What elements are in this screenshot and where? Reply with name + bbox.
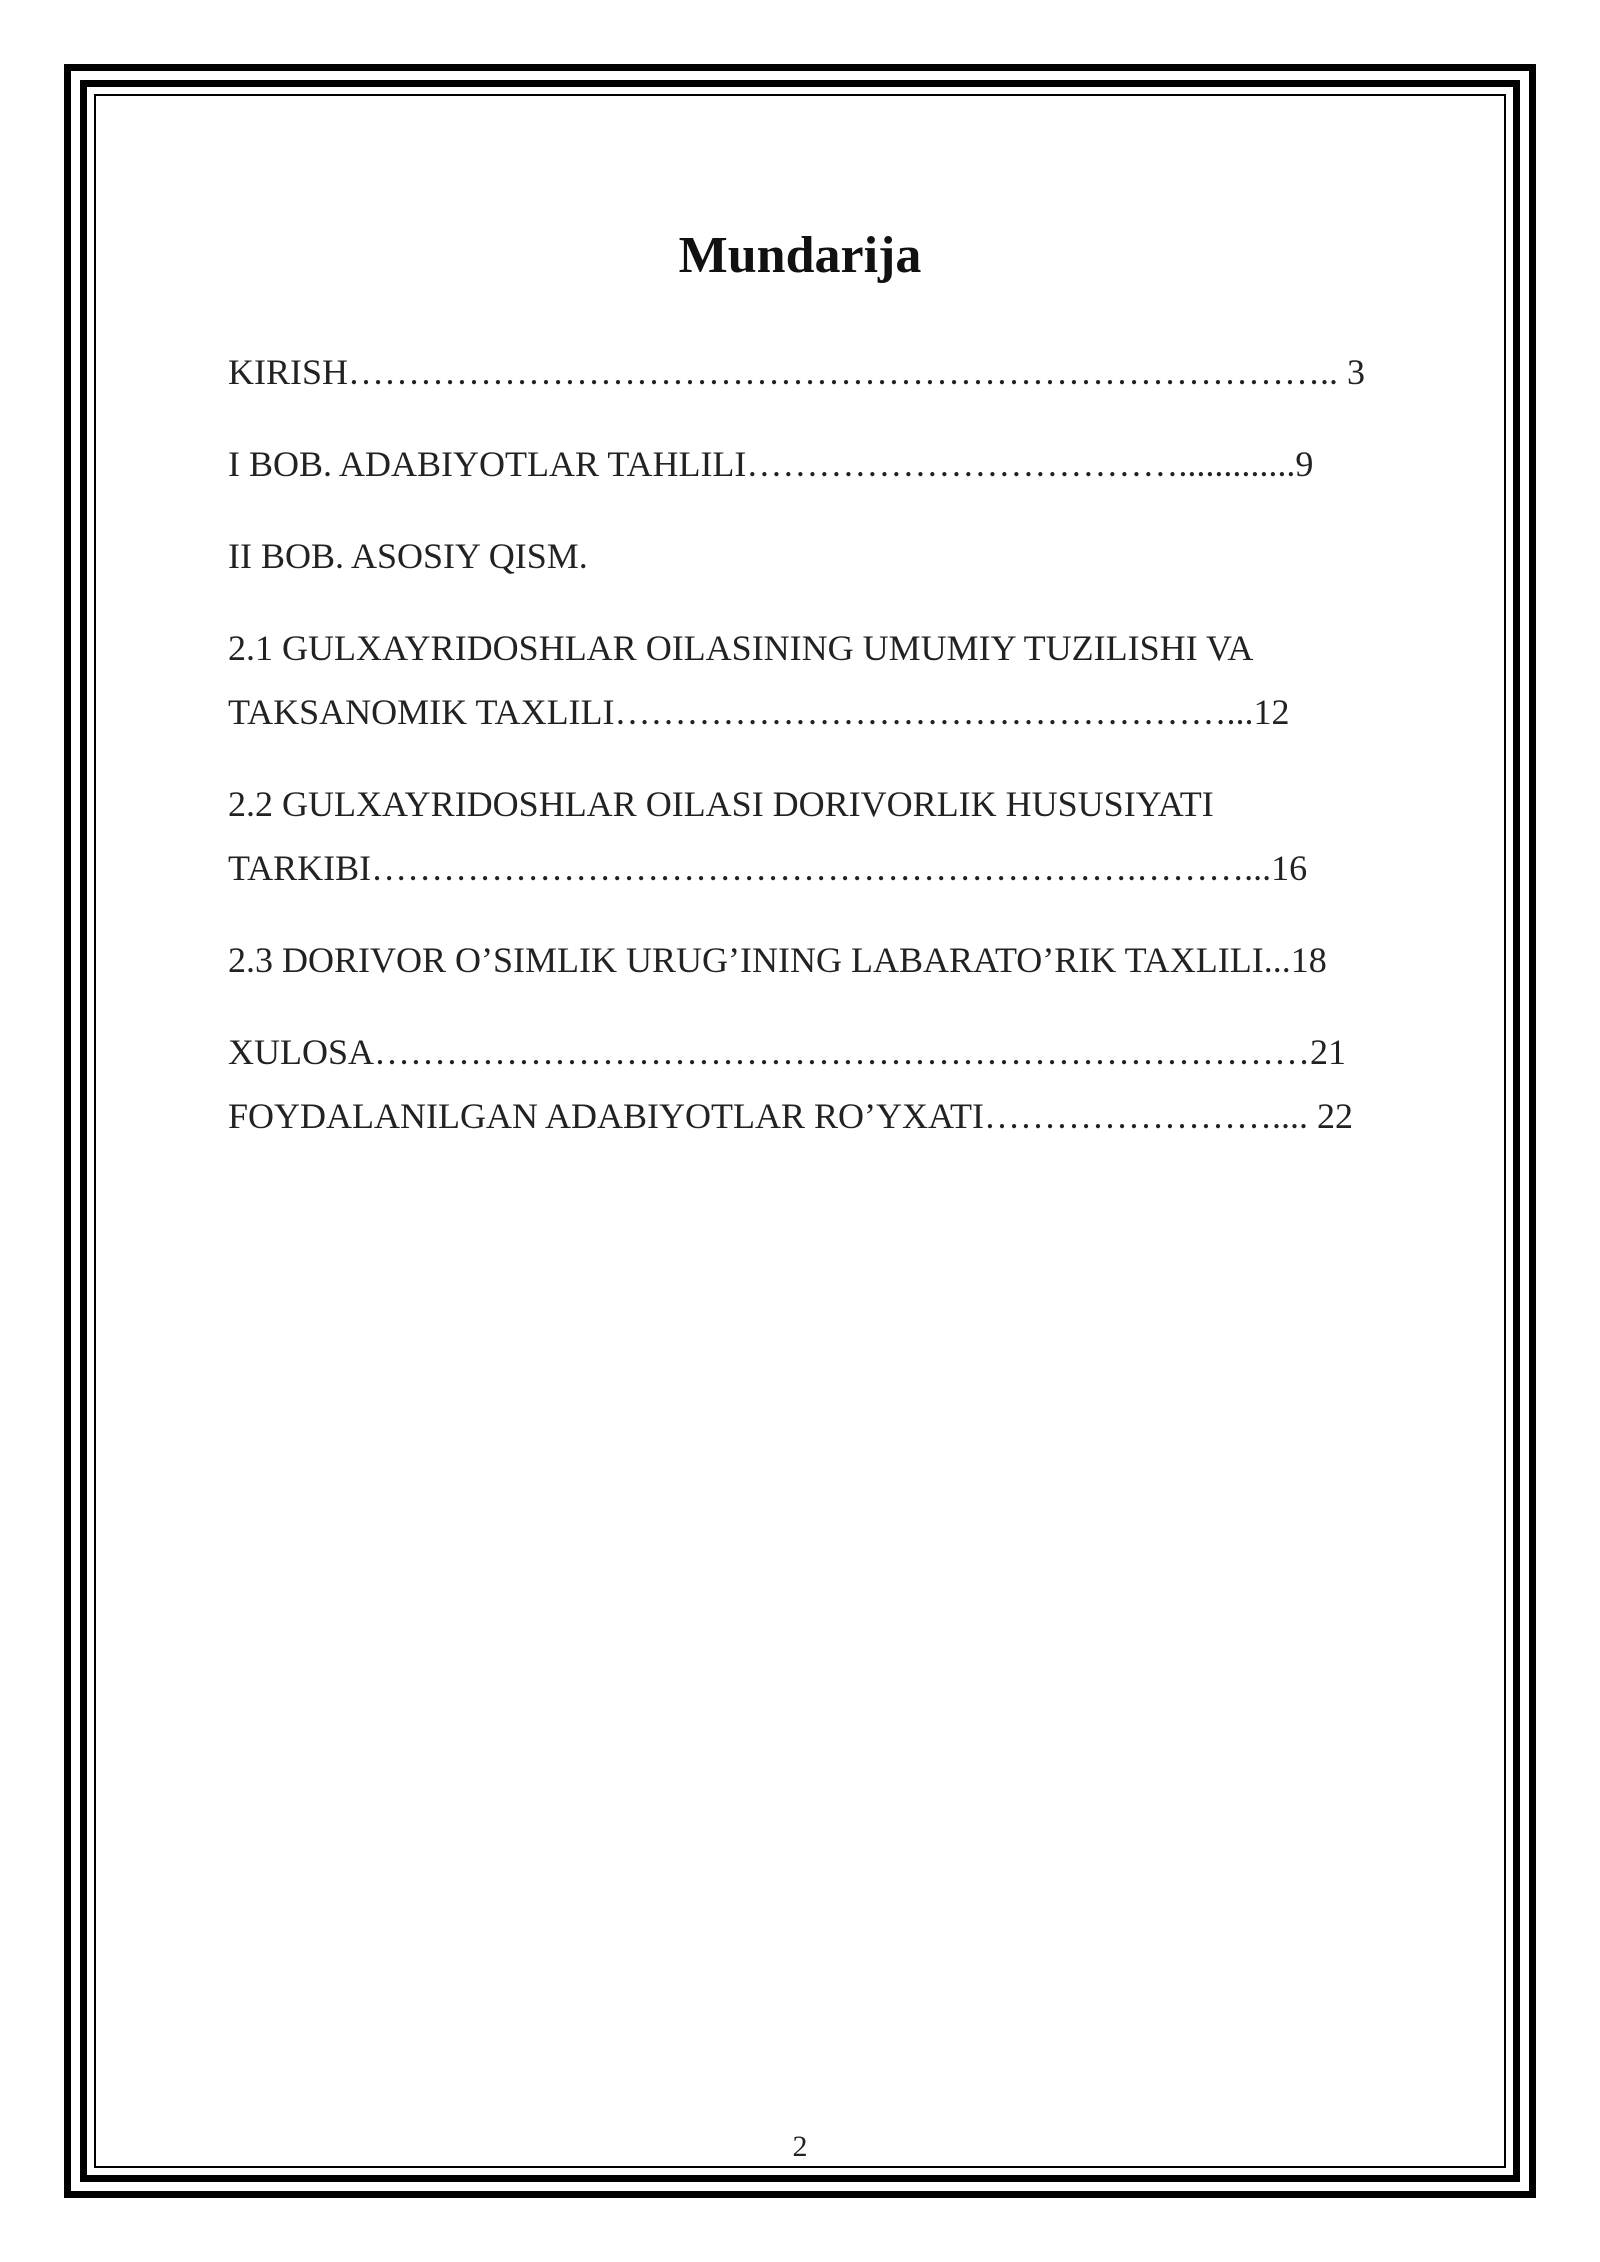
page-title: Mundarija — [678, 227, 922, 284]
toc-entry-section-2-1-line-2: TAKSANOMIK TAXLILI……………………………………………...12 — [228, 692, 1290, 732]
toc-entry-chapter-2: II BOB. ASOSIY QISM. — [228, 536, 588, 576]
toc-entry-section-2-1-line-1: 2.1 GULXAYRIDOSHLAR OILASINING UMUMIY TUZILISHI VA — [228, 628, 1254, 668]
toc-entry-section-2-2-line-2: TARKIBI……………………………………………………….………...16 — [228, 848, 1308, 888]
page-number: 2 — [792, 2130, 808, 2163]
toc-entry-kirish: KIRISH……………………………………………………………………….. 3 — [228, 352, 1366, 392]
toc-entry-xulosa: XULOSA……………………………………………………………………21 — [228, 1032, 1347, 1072]
toc-entry-section-2-2-line-1: 2.2 GULXAYRIDOSHLAR OILASI DORIVORLIK HUSUSIYATI — [228, 784, 1214, 824]
toc-entry-references: FOYDALANILGAN ADABIYOTLAR RO’YXATI…………………….... 22 — [228, 1096, 1353, 1136]
toc-entry-section-2-3: 2.3 DORIVOR O’SIMLIK URUG’INING LABARATO’RIK TAXLILI...18 — [228, 940, 1327, 980]
toc-entry-chapter-1: I BOB. ADABIYOTLAR TAHLILI……………………………….............9 — [228, 444, 1314, 484]
table-of-contents — [228, 340, 1448, 1148]
